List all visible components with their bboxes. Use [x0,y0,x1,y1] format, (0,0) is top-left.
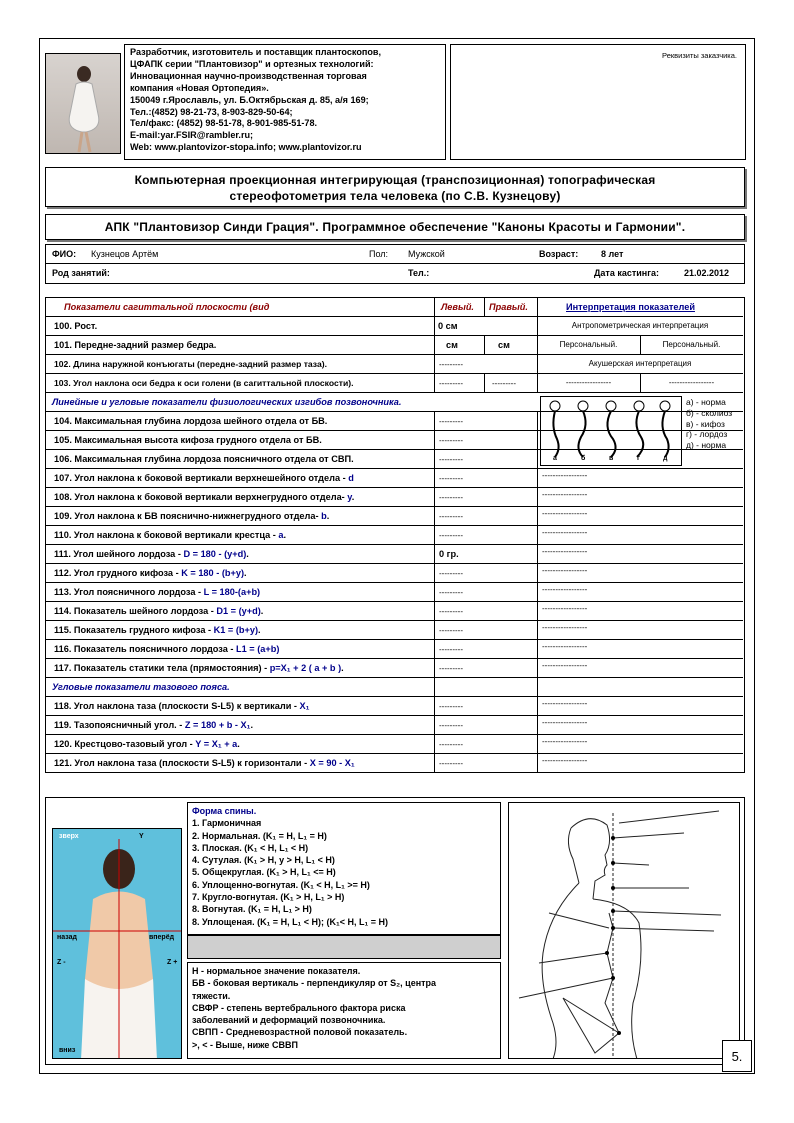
table-row [46,735,743,754]
forma-item: 3. Плоская. (K₁ < H, L₁ < H) [192,842,309,853]
row-interpretation: ----------------- [542,737,588,746]
sex-label: Пол: [369,249,389,259]
row-interpretation: ----------------- [542,471,588,480]
row-value: --------- [439,645,463,654]
row-value: --------- [439,474,463,483]
table-row [46,526,743,545]
customer-requisites-box [450,44,746,160]
row-interpretation: ----------------- [542,623,588,632]
row-interpretation: ----------------- [542,547,588,556]
row-interpretation: ----------------- [542,585,588,594]
occupation-label: Род занятий: [52,268,110,278]
row-label: 109. Угол наклона к БВ пояснично-нижнегрудного отдела- b. [54,511,330,521]
row-interpretation: ----------------- [542,699,588,708]
sex-value: Мужской [408,249,445,259]
requisites-label: Реквизиты заказчика. [662,51,737,60]
page-number: 5. [722,1040,752,1072]
interp-header: Интерпретация показателей [566,302,695,312]
note-line: СВФР - степень вертебрального фактора риска [192,1002,406,1013]
table-row [46,507,743,526]
row-interpretation: ----------------- [542,490,588,499]
row-label: 112. Угол грудного кифоза - K = 180 - (b+y). [54,568,247,578]
row-value: 0 гр. [439,549,459,559]
table-row [46,564,743,583]
row-interpretation: ----------------- [542,604,588,613]
title-line: стереофотометрия тела человека (по С.В. Кузнецову) [229,189,561,203]
row-value: --------- [439,721,463,730]
title-line: Компьютерная проекционная интегрирующая (транспозиционная) топографическая [134,173,656,187]
company-web[interactable]: Web: www.plantovizor-stopa.info; www.plantovizor.ru [130,142,362,153]
right-header: Правый. [489,302,528,312]
row-label: 111. Угол шейного лордоза - D = 180 - (y+d). [54,549,249,559]
row-label: 116. Показатель поясничного лордоза - L1 = (a+b) [54,644,280,654]
spine-legend: а) - норма б) - сколиоз в) - кифоз г) - лордоз д) - норма [686,397,733,451]
table-row: 100. Рост. 0 см Антропометрическая интерпретация [46,317,743,336]
patient-info [45,244,745,284]
forma-item: 7. Кругло-вогнутая. (K₁ > H, L₁ > H) [192,892,345,903]
back-photo: зверх Y назад вперёд Z - Z + вниз [52,828,182,1059]
row-value: --------- [439,417,463,426]
row-interpretation: ----------------- [542,528,588,537]
table-row: 102. Длина наружной конъюгаты (передне-задний размер таза). --------- Акушерская интерпретация [46,355,743,374]
age-value: 8 лет [601,249,624,259]
spine-letter: д [663,455,668,462]
table-row [46,602,743,621]
row-value: --------- [439,455,463,464]
row-value: --------- [439,493,463,502]
note-line: СВПП - Средневозрастной половой показатель. [192,1027,408,1038]
row-value: --------- [439,664,463,673]
company-line: Инновационная научно-производственная торговая [130,70,367,81]
forma-item: 8. Вогнутая. (K₁ = H, L₁ > H) [192,904,312,915]
spine-letter: г [637,455,640,462]
row-value: --------- [439,512,463,521]
row-label: 106. Максимальная глубина лордоза поясничного отдела от СВП. [54,454,354,464]
table-row [46,545,743,564]
forma-item: 4. Сутулая. (K₁ > H, y > H, L₁ < H) [192,855,335,866]
row-interpretation: ----------------- [542,642,588,651]
table-row [46,697,743,716]
row-interpretation: ----------------- [542,661,588,670]
row-label: 107. Угол наклона к боковой вертикали верхнешейного отдела - d [54,473,354,483]
row-value: --------- [439,531,463,540]
document-title [45,167,745,207]
spine-figures [540,396,682,466]
section-header: Линейные и угловые показатели физиологических изгибов позвоночника. [46,393,743,412]
age-label: Возраст: [539,249,579,259]
row-value: --------- [439,626,463,635]
table-row [46,754,743,773]
row-interpretation: ----------------- [542,718,588,727]
date-label: Дата кастинга: [594,268,659,278]
grey-field [187,935,501,959]
fio-value: Кузнецов Артём [91,249,159,259]
row-label: 121. Угол наклона таза (плоскости S-L5) к горизонтали - X = 90 - X₁ [54,758,355,768]
spine-letter: а [553,455,557,462]
row-interpretation: ----------------- [542,566,588,575]
company-line: компания «Новая Ортопедия». [130,82,269,93]
company-info [124,44,446,160]
table-row [46,716,743,735]
table-row [46,488,743,507]
spine-letter: б [581,455,586,462]
row-label: 117. Показатель статики тела (прямостояния) - p=X₁ + 2 ( a + b ). [54,663,344,673]
forma-item: 2. Нормальная. (K₁ = H, L₁ = H) [192,830,327,841]
row-label: 110. Угол наклона к боковой вертикали крестца - a. [54,530,287,540]
company-email[interactable]: E-mail:yar.FSIR@rambler.ru; [130,130,254,141]
row-label: 113. Угол поясничного лордоза - L = 180-(a+b) [54,587,261,597]
row-value: --------- [439,436,463,445]
forma-item: 5. Общекруглая. (K₁ > H, L₁ <= H) [192,867,336,878]
forma-item: 6. Уплощенно-вогнутая. (K₁ < H, L₁ >= H) [192,879,370,890]
company-line: ЦФАПК серии "Плантовизор" и ортезных технологий: [130,58,374,69]
company-phone: Тел.:(4852) 98-21-73, 8-903-829-50-64; [130,106,293,117]
table-row: 101. Передне-задний размер бедра. см см Персональный. Персональный. [46,336,743,355]
note-line: H - нормальное значение показателя. [192,966,361,976]
note-line: заболеваний и деформаций позвоночника. [192,1015,386,1026]
date-value: 21.02.2012 [684,268,730,278]
left-header: Левый. [441,302,474,312]
row-value: --------- [439,607,463,616]
row-value: --------- [439,740,463,749]
table-row [46,621,743,640]
notes-box [187,962,501,1059]
row-label: 115. Показатель грудного кифоза - K1 = (b+y). [54,625,261,635]
company-address: 150049 г.Ярославль, ул. Б.Октябрьская д. 85, а/я 169; [130,94,369,105]
software-title: АПК "Плантовизор Синди Грация". Программное обеспечение "Каноны Красоты и Гармонии". [45,214,745,240]
indicators-table [45,297,745,773]
row-label: 119. Тазопоясничный угол. - Z = 180 + b - X₁. [54,720,254,730]
table-row: 103. Угол наклона оси бедра к оси голени (в сагиттальной плоскости). --------- --------- ----------------- ----------------- [46,374,743,393]
back-shape-list [187,802,501,935]
row-value: --------- [439,702,463,711]
company-fax: Тел/факс: (4852) 98-51-78, 8-901-985-51-78. [130,118,318,129]
note-line: тяжести. [192,990,231,1001]
table-row [46,583,743,602]
row-interpretation: ----------------- [542,756,588,765]
row-label: 114. Показатель шейного лордоза - D1 = (y+d). [54,606,264,616]
model-photo [45,53,121,154]
row-value: --------- [439,569,463,578]
spine-letter: в [609,455,614,462]
note-line: БВ - боковая вертикаль - перпендикуляр от S₂, центра [192,978,437,989]
table-row [46,469,743,488]
phone-label: Тел.: [408,268,430,278]
forma-item: 8. Уплощеная. (K₁ = H, L₁ < H); (K₁< H, L₁ = H) [192,916,388,927]
table-row [46,659,743,678]
row-label: 120. Крестцово-тазовый угол - Y = X₁ + a. [54,739,240,749]
row-interpretation: ----------------- [542,509,588,518]
table-header: Показатели сагиттальной плоскости (вид Левый. Правый. Интерпретация показателей [46,298,743,317]
row-value: --------- [439,759,463,768]
posture-diagram [508,802,740,1059]
row-label: 118. Угол наклона таза (плоскости S-L5) к вертикали - X₁ [54,701,310,711]
company-line: Разработчик, изготовитель и поставщик плантоскопов, [130,47,382,57]
section-header: Угловые показатели тазового пояса. [46,678,743,697]
row-value: --------- [439,588,463,597]
fio-label: ФИО: [52,249,77,259]
row-label: 105. Максимальная высота кифоза грудного отдела от БВ. [54,435,322,445]
table-row [46,640,743,659]
row-label: 108. Угол наклона к боковой вертикали верхнегрудного отдела- y. [54,492,355,502]
forma-title: Форма спины. [192,806,257,816]
row-label: 104. Максимальная глубина лордоза шейного отдела от БВ. [54,416,328,426]
note-line: >, < - Выше, ниже СВВП [192,1039,298,1050]
forma-item: 1. Гармоничная [192,818,262,829]
